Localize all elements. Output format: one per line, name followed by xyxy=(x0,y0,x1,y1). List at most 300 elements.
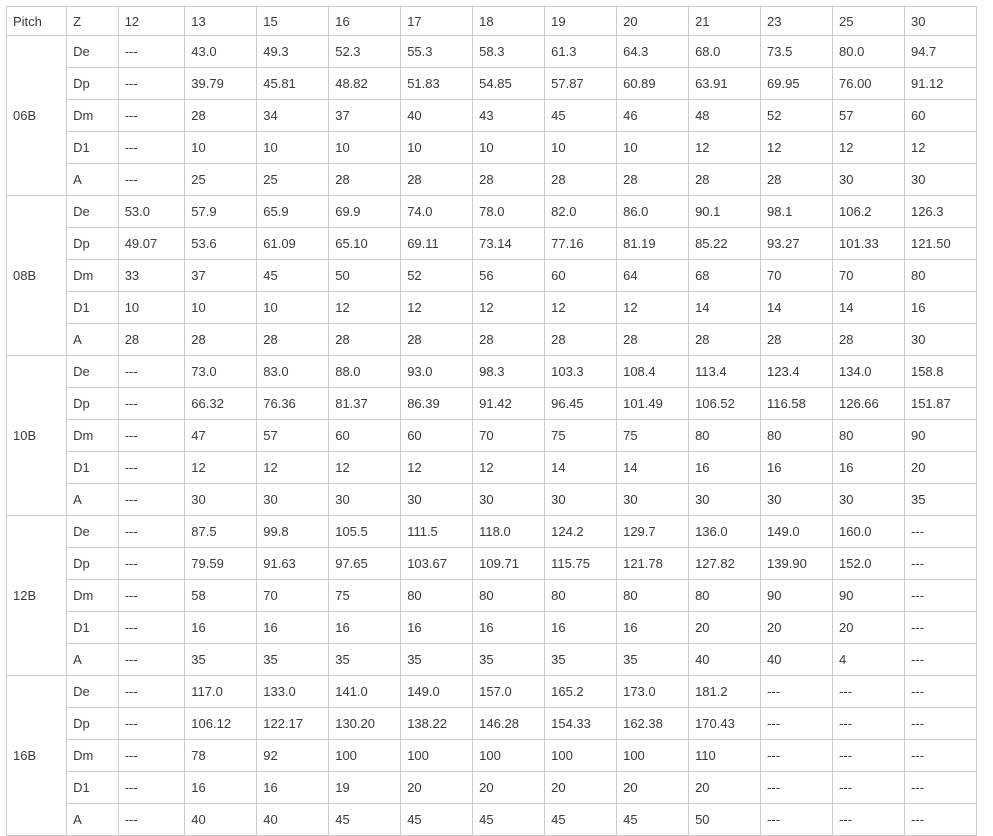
table-cell: --- xyxy=(118,420,185,452)
table-cell: 130.20 xyxy=(329,708,401,740)
header-z-value: 13 xyxy=(185,7,257,36)
table-cell: --- xyxy=(904,516,976,548)
table-cell: 28 xyxy=(118,324,185,356)
table-cell: 123.4 xyxy=(761,356,833,388)
table-cell: 80 xyxy=(545,580,617,612)
table-cell: --- xyxy=(118,388,185,420)
table-cell: 10 xyxy=(545,132,617,164)
row-dimension-label: Dm xyxy=(67,580,119,612)
table-cell: 16 xyxy=(473,612,545,644)
table-cell: 90 xyxy=(761,580,833,612)
table-cell: 101.49 xyxy=(617,388,689,420)
table-cell: 70 xyxy=(833,260,905,292)
table-cell: 80 xyxy=(473,580,545,612)
table-cell: 16 xyxy=(257,612,329,644)
row-dimension-label: D1 xyxy=(67,452,119,484)
table-cell: 12 xyxy=(185,452,257,484)
table-cell: 80 xyxy=(401,580,473,612)
table-cell: 14 xyxy=(761,292,833,324)
table-cell: 28 xyxy=(545,164,617,196)
table-cell: 79.59 xyxy=(185,548,257,580)
table-cell: 170.43 xyxy=(689,708,761,740)
table-cell: 65.10 xyxy=(329,228,401,260)
table-cell: --- xyxy=(118,100,185,132)
table-cell: 91.12 xyxy=(904,68,976,100)
table-cell: 65.9 xyxy=(257,196,329,228)
table-cell: --- xyxy=(118,804,185,836)
table-cell: 45 xyxy=(545,100,617,132)
table-cell: --- xyxy=(904,644,976,676)
table-cell: 10 xyxy=(329,132,401,164)
table-cell: 48.82 xyxy=(329,68,401,100)
table-cell: 30 xyxy=(473,484,545,516)
table-cell: 57 xyxy=(257,420,329,452)
table-cell: 94.7 xyxy=(904,36,976,68)
table-cell: 106.2 xyxy=(833,196,905,228)
table-row xyxy=(7,580,977,612)
table-cell: 28 xyxy=(689,164,761,196)
table-cell: 97.65 xyxy=(329,548,401,580)
table-cell: 37 xyxy=(185,260,257,292)
table-cell: 45 xyxy=(617,804,689,836)
table-cell: 28 xyxy=(401,324,473,356)
table-cell: 73.14 xyxy=(473,228,545,260)
table-cell: 80 xyxy=(689,420,761,452)
table-cell: 45 xyxy=(401,804,473,836)
table-cell: 30 xyxy=(689,484,761,516)
table-row xyxy=(7,228,977,260)
table-cell: 25 xyxy=(257,164,329,196)
table-cell: 58.3 xyxy=(473,36,545,68)
table-cell: 173.0 xyxy=(617,676,689,708)
table-cell: 28 xyxy=(473,164,545,196)
table-cell: 69.9 xyxy=(329,196,401,228)
table-cell: 121.50 xyxy=(904,228,976,260)
table-cell: 30 xyxy=(545,484,617,516)
table-cell: 54.85 xyxy=(473,68,545,100)
table-cell: 100 xyxy=(617,740,689,772)
row-dimension-label: Dp xyxy=(67,68,119,100)
table-cell: 73.0 xyxy=(185,356,257,388)
table-cell: --- xyxy=(118,708,185,740)
table-cell: 35 xyxy=(329,644,401,676)
table-cell: 35 xyxy=(545,644,617,676)
table-row xyxy=(7,484,977,516)
row-dimension-label: Dm xyxy=(67,100,119,132)
table-cell: 81.37 xyxy=(329,388,401,420)
table-cell: 37 xyxy=(329,100,401,132)
table-cell: 109.71 xyxy=(473,548,545,580)
table-cell: 88.0 xyxy=(329,356,401,388)
table-cell: 77.16 xyxy=(545,228,617,260)
table-cell: 63.91 xyxy=(689,68,761,100)
table-cell: 30 xyxy=(833,484,905,516)
table-cell: 80.0 xyxy=(833,36,905,68)
table-cell: 30 xyxy=(761,484,833,516)
table-cell: 20 xyxy=(904,452,976,484)
table-cell: 70 xyxy=(761,260,833,292)
table-cell: 34 xyxy=(257,100,329,132)
table-cell: 57 xyxy=(833,100,905,132)
table-cell: --- xyxy=(118,452,185,484)
table-cell: 96.45 xyxy=(545,388,617,420)
table-cell: 28 xyxy=(617,324,689,356)
table-cell: 20 xyxy=(473,772,545,804)
table-cell: 60 xyxy=(329,420,401,452)
table-cell: 10 xyxy=(401,132,473,164)
row-dimension-label: A xyxy=(67,644,119,676)
table-cell: 100 xyxy=(401,740,473,772)
table-cell: --- xyxy=(118,740,185,772)
table-cell: 121.78 xyxy=(617,548,689,580)
table-cell: 149.0 xyxy=(401,676,473,708)
table-cell: 43 xyxy=(473,100,545,132)
row-dimension-label: D1 xyxy=(67,132,119,164)
table-cell: 75 xyxy=(329,580,401,612)
table-cell: --- xyxy=(833,740,905,772)
table-cell: 49.07 xyxy=(118,228,185,260)
table-row xyxy=(7,420,977,452)
table-cell: 126.3 xyxy=(904,196,976,228)
table-cell: 19 xyxy=(329,772,401,804)
row-dimension-label: De xyxy=(67,196,119,228)
table-cell: 165.2 xyxy=(545,676,617,708)
table-cell: 33 xyxy=(118,260,185,292)
table-cell: 14 xyxy=(833,292,905,324)
table-cell: 139.90 xyxy=(761,548,833,580)
table-cell: 136.0 xyxy=(689,516,761,548)
table-cell: --- xyxy=(833,676,905,708)
table-cell: 12 xyxy=(401,292,473,324)
table-cell: 162.38 xyxy=(617,708,689,740)
table-cell: 28 xyxy=(689,324,761,356)
table-cell: 57.87 xyxy=(545,68,617,100)
table-cell: --- xyxy=(833,804,905,836)
table-cell: 87.5 xyxy=(185,516,257,548)
table-row xyxy=(7,676,977,708)
pitch-group-label: 08B xyxy=(7,196,67,356)
table-cell: 14 xyxy=(617,452,689,484)
table-cell: 90 xyxy=(833,580,905,612)
header-pitch-label: Pitch xyxy=(7,7,67,36)
table-cell: 60.89 xyxy=(617,68,689,100)
table-cell: --- xyxy=(904,772,976,804)
row-dimension-label: Dm xyxy=(67,740,119,772)
table-cell: 160.0 xyxy=(833,516,905,548)
header-z-value: 21 xyxy=(689,7,761,36)
row-dimension-label: D1 xyxy=(67,612,119,644)
table-cell: 40 xyxy=(689,644,761,676)
row-dimension-label: D1 xyxy=(67,292,119,324)
table-cell: 30 xyxy=(904,324,976,356)
table-cell: 47 xyxy=(185,420,257,452)
table-cell: 20 xyxy=(545,772,617,804)
table-cell: --- xyxy=(118,612,185,644)
table-cell: 28 xyxy=(329,164,401,196)
table-row xyxy=(7,260,977,292)
row-dimension-label: A xyxy=(67,324,119,356)
table-cell: 50 xyxy=(329,260,401,292)
table-cell: 16 xyxy=(689,452,761,484)
table-row xyxy=(7,516,977,548)
table-cell: 40 xyxy=(257,804,329,836)
table-cell: --- xyxy=(904,740,976,772)
table-cell: 48 xyxy=(689,100,761,132)
table-cell: --- xyxy=(118,356,185,388)
table-cell: 46 xyxy=(617,100,689,132)
table-row xyxy=(7,36,977,68)
table-cell: 28 xyxy=(545,324,617,356)
table-cell: 45 xyxy=(257,260,329,292)
table-cell: --- xyxy=(118,676,185,708)
table-row xyxy=(7,356,977,388)
table-row xyxy=(7,644,977,676)
table-cell: 14 xyxy=(545,452,617,484)
row-dimension-label: Dm xyxy=(67,260,119,292)
table-cell: 83.0 xyxy=(257,356,329,388)
table-cell: --- xyxy=(118,580,185,612)
table-cell: --- xyxy=(833,772,905,804)
table-cell: 138.22 xyxy=(401,708,473,740)
table-cell: 93.0 xyxy=(401,356,473,388)
table-cell: 181.2 xyxy=(689,676,761,708)
header-z-label: Z xyxy=(67,7,119,36)
table-cell: 30 xyxy=(257,484,329,516)
table-cell: 12 xyxy=(545,292,617,324)
table-cell: 81.19 xyxy=(617,228,689,260)
table-cell: 53.0 xyxy=(118,196,185,228)
table-cell: 146.28 xyxy=(473,708,545,740)
table-row xyxy=(7,68,977,100)
table-cell: 60 xyxy=(904,100,976,132)
table-cell: 70 xyxy=(473,420,545,452)
table-cell: 103.67 xyxy=(401,548,473,580)
table-cell: 51.83 xyxy=(401,68,473,100)
header-z-value: 12 xyxy=(118,7,185,36)
table-cell: --- xyxy=(761,676,833,708)
row-dimension-label: De xyxy=(67,516,119,548)
table-cell: --- xyxy=(904,708,976,740)
table-cell: 53.6 xyxy=(185,228,257,260)
table-cell: 74.0 xyxy=(401,196,473,228)
table-cell: 12 xyxy=(329,452,401,484)
table-cell: 85.22 xyxy=(689,228,761,260)
table-cell: 106.52 xyxy=(689,388,761,420)
table-cell: --- xyxy=(118,68,185,100)
table-cell: 61.09 xyxy=(257,228,329,260)
table-cell: 90 xyxy=(904,420,976,452)
table-cell: --- xyxy=(904,612,976,644)
table-row xyxy=(7,132,977,164)
header-z-value: 20 xyxy=(617,7,689,36)
table-cell: --- xyxy=(118,484,185,516)
table-cell: 28 xyxy=(473,324,545,356)
table-cell: 66.32 xyxy=(185,388,257,420)
table-header-row xyxy=(7,7,977,36)
row-dimension-label: De xyxy=(67,36,119,68)
table-cell: 12 xyxy=(833,132,905,164)
table-cell: 28 xyxy=(617,164,689,196)
table-cell: 86.0 xyxy=(617,196,689,228)
table-cell: 100 xyxy=(329,740,401,772)
table-cell: 30 xyxy=(904,164,976,196)
table-cell: 111.5 xyxy=(401,516,473,548)
header-z-value: 23 xyxy=(761,7,833,36)
table-cell: 10 xyxy=(257,132,329,164)
table-cell: 80 xyxy=(833,420,905,452)
table-cell: 134.0 xyxy=(833,356,905,388)
header-z-value: 25 xyxy=(833,7,905,36)
table-cell: 35 xyxy=(401,644,473,676)
table-cell: 141.0 xyxy=(329,676,401,708)
table-cell: 122.17 xyxy=(257,708,329,740)
pitch-group-label: 12B xyxy=(7,516,67,676)
table-cell: --- xyxy=(118,772,185,804)
table-cell: 68.0 xyxy=(689,36,761,68)
table-cell: --- xyxy=(118,164,185,196)
table-cell: 90.1 xyxy=(689,196,761,228)
table-cell: 154.33 xyxy=(545,708,617,740)
table-cell: 91.63 xyxy=(257,548,329,580)
table-cell: 16 xyxy=(833,452,905,484)
table-cell: 76.00 xyxy=(833,68,905,100)
table-cell: --- xyxy=(118,36,185,68)
table-cell: 16 xyxy=(329,612,401,644)
table-cell: 69.95 xyxy=(761,68,833,100)
table-cell: 30 xyxy=(617,484,689,516)
table-cell: 52 xyxy=(761,100,833,132)
table-cell: 28 xyxy=(761,164,833,196)
table-cell: 108.4 xyxy=(617,356,689,388)
table-cell: 101.33 xyxy=(833,228,905,260)
table-cell: 10 xyxy=(257,292,329,324)
table-cell: 16 xyxy=(257,772,329,804)
table-cell: 10 xyxy=(185,292,257,324)
row-dimension-label: De xyxy=(67,356,119,388)
table-cell: 80 xyxy=(689,580,761,612)
table-cell: 99.8 xyxy=(257,516,329,548)
table-cell: 43.0 xyxy=(185,36,257,68)
row-dimension-label: Dp xyxy=(67,548,119,580)
row-dimension-label: A xyxy=(67,804,119,836)
table-cell: 100 xyxy=(473,740,545,772)
table-cell: 16 xyxy=(545,612,617,644)
table-cell: 76.36 xyxy=(257,388,329,420)
table-cell: 110 xyxy=(689,740,761,772)
table-cell: 45 xyxy=(329,804,401,836)
table-cell: 30 xyxy=(329,484,401,516)
row-dimension-label: D1 xyxy=(67,772,119,804)
header-z-value: 17 xyxy=(401,7,473,36)
table-cell: 56 xyxy=(473,260,545,292)
table-cell: 16 xyxy=(401,612,473,644)
table-cell: 28 xyxy=(401,164,473,196)
table-row xyxy=(7,452,977,484)
table-cell: 117.0 xyxy=(185,676,257,708)
table-cell: 116.58 xyxy=(761,388,833,420)
table-cell: --- xyxy=(118,132,185,164)
table-cell: 98.1 xyxy=(761,196,833,228)
table-cell: 45 xyxy=(545,804,617,836)
table-cell: 93.27 xyxy=(761,228,833,260)
table-row xyxy=(7,804,977,836)
table-cell: 35 xyxy=(617,644,689,676)
table-row xyxy=(7,324,977,356)
table-cell: 12 xyxy=(473,452,545,484)
table-cell: 25 xyxy=(185,164,257,196)
sprocket-dimensions-table xyxy=(6,6,977,836)
table-cell: 28 xyxy=(185,100,257,132)
table-cell: 80 xyxy=(904,260,976,292)
table-cell: 16 xyxy=(185,612,257,644)
table-cell: 92 xyxy=(257,740,329,772)
table-cell: 20 xyxy=(401,772,473,804)
table-cell: 78.0 xyxy=(473,196,545,228)
table-cell: 30 xyxy=(185,484,257,516)
table-cell: 80 xyxy=(617,580,689,612)
table-cell: --- xyxy=(761,708,833,740)
table-cell: --- xyxy=(904,676,976,708)
table-cell: 158.8 xyxy=(904,356,976,388)
table-cell: 16 xyxy=(185,772,257,804)
table-cell: 49.3 xyxy=(257,36,329,68)
table-cell: 35 xyxy=(473,644,545,676)
table-cell: 113.4 xyxy=(689,356,761,388)
row-dimension-label: Dm xyxy=(67,420,119,452)
table-cell: 78 xyxy=(185,740,257,772)
table-cell: 35 xyxy=(257,644,329,676)
table-cell: 60 xyxy=(545,260,617,292)
table-cell: 16 xyxy=(904,292,976,324)
table-cell: 82.0 xyxy=(545,196,617,228)
table-row xyxy=(7,388,977,420)
table-cell: 12 xyxy=(329,292,401,324)
table-cell: 106.12 xyxy=(185,708,257,740)
row-dimension-label: A xyxy=(67,484,119,516)
table-cell: 20 xyxy=(761,612,833,644)
table-cell: 103.3 xyxy=(545,356,617,388)
header-z-value: 16 xyxy=(329,7,401,36)
table-cell: 12 xyxy=(904,132,976,164)
table-cell: 149.0 xyxy=(761,516,833,548)
table-cell: --- xyxy=(118,548,185,580)
table-row xyxy=(7,100,977,132)
table-cell: --- xyxy=(904,804,976,836)
table-cell: 118.0 xyxy=(473,516,545,548)
table-cell: 35 xyxy=(904,484,976,516)
table-cell: 20 xyxy=(617,772,689,804)
table-cell: 12 xyxy=(761,132,833,164)
table-cell: 80 xyxy=(761,420,833,452)
header-z-value: 30 xyxy=(904,7,976,36)
table-cell: 35 xyxy=(185,644,257,676)
table-cell: 152.0 xyxy=(833,548,905,580)
table-cell: --- xyxy=(118,644,185,676)
table-cell: 100 xyxy=(545,740,617,772)
header-z-value: 15 xyxy=(257,7,329,36)
table-cell: 91.42 xyxy=(473,388,545,420)
table-cell: 98.3 xyxy=(473,356,545,388)
table-cell: --- xyxy=(761,772,833,804)
table-cell: 40 xyxy=(401,100,473,132)
table-cell: 50 xyxy=(689,804,761,836)
table-cell: 75 xyxy=(617,420,689,452)
table-cell: 115.75 xyxy=(545,548,617,580)
table-cell: 10 xyxy=(118,292,185,324)
table-cell: --- xyxy=(761,804,833,836)
table-cell: 20 xyxy=(689,612,761,644)
table-cell: 28 xyxy=(185,324,257,356)
